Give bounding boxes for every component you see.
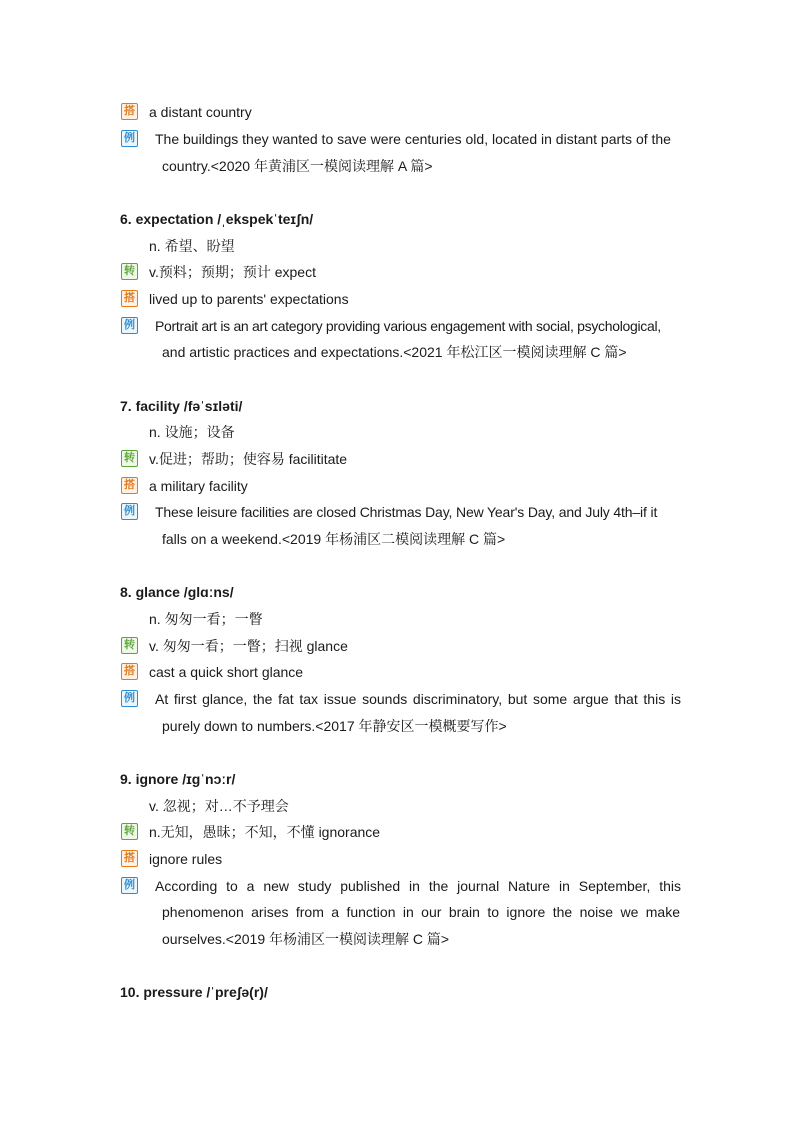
entry-heading: 7. facility /fəˈsɪləti/ (120, 398, 243, 414)
entry-heading: 8. glance /glɑːns/ (120, 584, 234, 600)
example-continuation: purely down to numbers.<2017 年静安区一模概要写作> (162, 718, 507, 734)
conversion-text: v. 匆匆一看；一瞥；扫视 glance (149, 638, 348, 654)
example-badge-icon: 例 (121, 317, 138, 334)
collocation-text: a distant country (149, 104, 252, 120)
conversion-badge-icon: 转 (121, 637, 138, 654)
collocation-text: ignore rules (149, 851, 223, 867)
example-text: Portrait art is an art category providing various engagement with social, psychological, (155, 318, 661, 334)
entry-heading: 9. ignore /ɪgˈnɔːr/ (120, 771, 236, 787)
example-continuation: ourselves.<2019 年杨浦区一模阅读理解 C 篇> (162, 931, 450, 947)
collocation-badge-icon: 搭 (121, 103, 138, 120)
example-continuation: country.<2020 年黄浦区一模阅读理解 A 篇> (162, 158, 433, 174)
collocation-text: cast a quick short glance (149, 664, 304, 680)
conversion-badge-icon: 转 (121, 263, 138, 280)
example-continuation: falls on a weekend.<2019 年杨浦区二模阅读理解 C 篇> (162, 531, 506, 547)
example-text: According to a new study published in the journal Nature in September, this (155, 878, 681, 894)
entry-heading: 10. pressure /ˈpreʃə(r)/ (120, 984, 268, 1000)
meaning-text: v. 忽视；对…不予理会 (149, 798, 289, 814)
example-badge-icon: 例 (121, 877, 138, 894)
collocation-text: lived up to parents' expectations (149, 291, 349, 307)
conversion-text: v.预料；预期；预计 expect (149, 264, 316, 280)
collocation-badge-icon: 搭 (121, 850, 138, 867)
example-badge-icon: 例 (121, 690, 138, 707)
example-continuation: and artistic practices and expectations.<2021 年松江区一模阅读理解 C 篇> (162, 344, 627, 360)
example-text: These leisure facilities are closed Christmas Day, New Year's Day, and July 4th–if it (155, 504, 658, 520)
example-badge-icon: 例 (121, 503, 138, 520)
example-continuation: phenomenon arises from a function in our brain to ignore the noise we make (162, 904, 680, 920)
collocation-badge-icon: 搭 (121, 290, 138, 307)
conversion-text: v.促进；帮助；使容易 facilititate (149, 451, 348, 467)
collocation-badge-icon: 搭 (121, 477, 138, 494)
meaning-text: n. 匆匆一看；一瞥 (149, 611, 263, 627)
collocation-text: a military facility (149, 478, 248, 494)
conversion-badge-icon: 转 (121, 450, 138, 467)
meaning-text: n. 希望、盼望 (149, 238, 235, 254)
entry-heading: 6. expectation /ˌekspekˈteɪʃn/ (120, 211, 314, 227)
conversion-text: n.无知，愚昧；不知，不懂 ignorance (149, 824, 381, 840)
example-badge-icon: 例 (121, 130, 138, 147)
example-text: At first glance, the fat tax issue sounds discriminatory, but some argue that this is (155, 691, 681, 707)
meaning-text: n. 设施；设备 (149, 424, 235, 440)
collocation-badge-icon: 搭 (121, 663, 138, 680)
example-text: The buildings they wanted to save were centuries old, located in distant parts of the (155, 131, 671, 147)
conversion-badge-icon: 转 (121, 823, 138, 840)
